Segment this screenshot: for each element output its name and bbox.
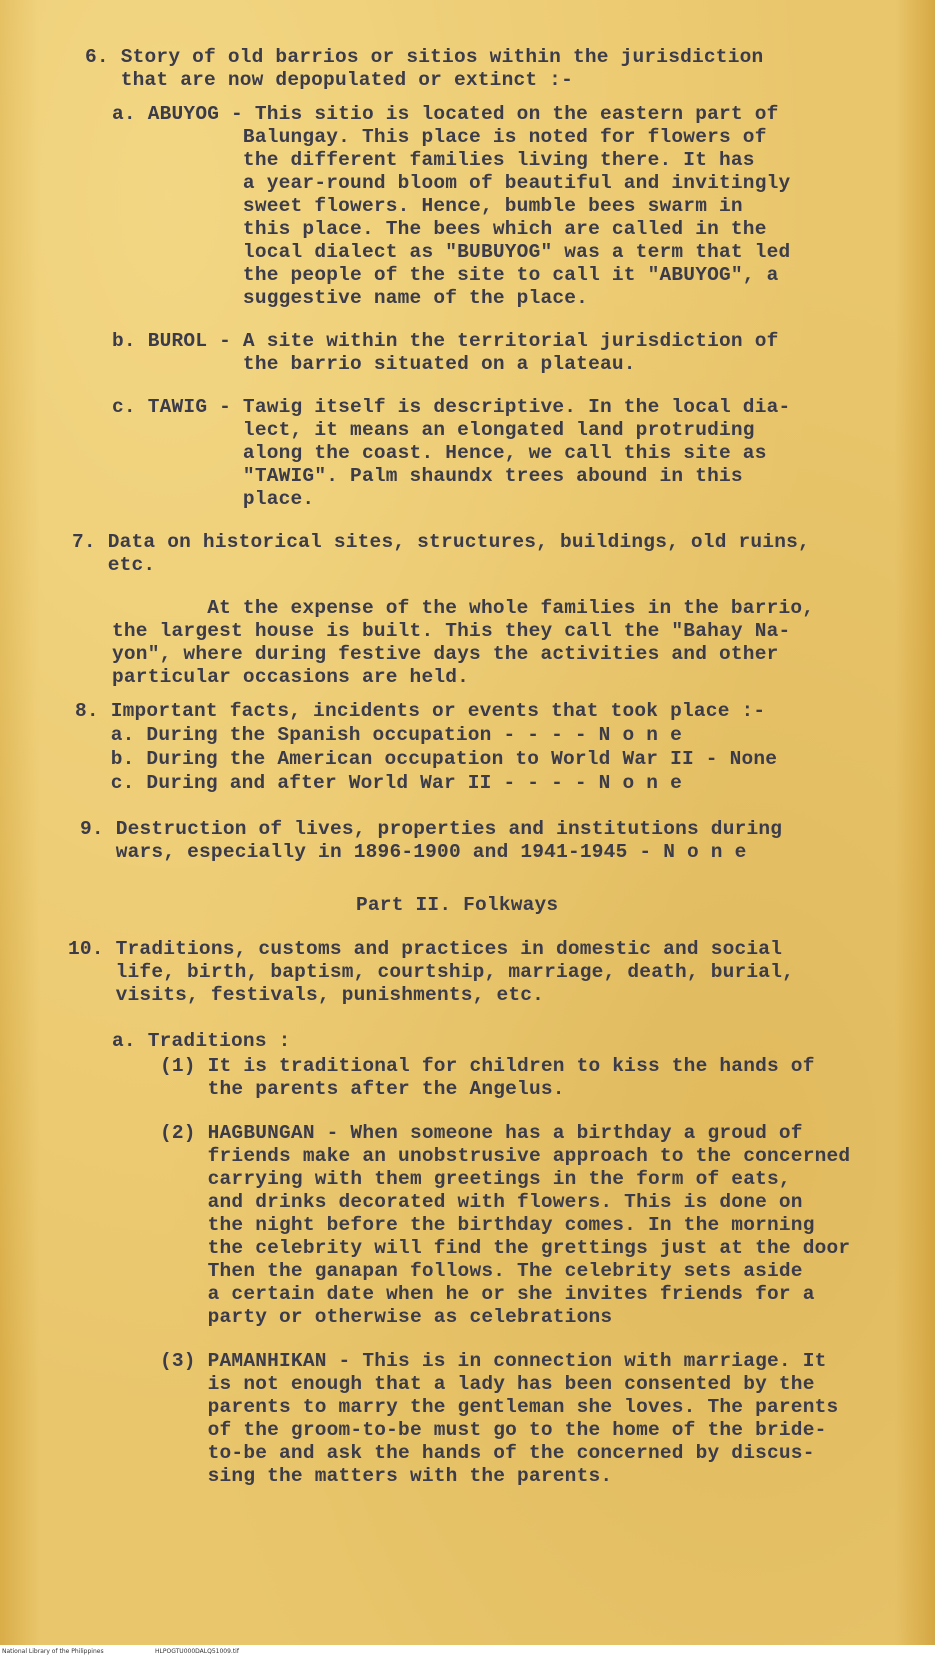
- tradition-3-line-3: parents to marry the gentleman she loves. The parents: [160, 1396, 839, 1418]
- tradition-3-line-5: to-be and ask the hands of the concerned by discus-: [160, 1442, 815, 1464]
- tradition-2-line-6: the celebrity will find the grettings just at the door: [160, 1237, 851, 1259]
- item-8b: b. During the American occupation to World War II - None: [75, 748, 778, 770]
- footer-file-id: HLPOGTU000DALQ51009.tif: [155, 1648, 239, 1655]
- item-6c-line-4: "TAWIG". Palm shaundx trees abound in this: [112, 465, 743, 487]
- item-6b-line-1: b. BUROL - A site within the territorial jurisdiction of: [112, 330, 779, 352]
- tradition-3-line-6: sing the matters with the parents.: [160, 1465, 613, 1487]
- item-6c-line-2: lect, it means an elongated land protruding: [112, 419, 755, 441]
- item-6c-line-5: place.: [112, 488, 315, 510]
- item-6a-line-8: the people of the site to call it "ABUYOG", a: [112, 264, 779, 286]
- item-7-heading-line-2: etc.: [72, 554, 156, 576]
- item-7-heading-line-1: 7. Data on historical sites, structures, buildings, old ruins,: [72, 531, 810, 553]
- tradition-2-line-5: the night before the birthday comes. In the morning: [160, 1214, 815, 1236]
- scan-footer: [0, 1645, 935, 1658]
- item-7-paragraph-line-3: yon", where during festive days the activities and other: [112, 643, 779, 665]
- item-7-paragraph-line-2: the largest house is built. This they call the "Bahay Na-: [112, 620, 791, 642]
- tradition-1-line-1: (1) It is traditional for children to kiss the hands of: [160, 1055, 815, 1077]
- item-8a: a. During the Spanish occupation - - - - N o n e: [75, 724, 682, 746]
- tradition-3-line-2: is not enough that a lady has been consented by the: [160, 1373, 815, 1395]
- item-7-paragraph-line-4: particular occasions are held.: [112, 666, 470, 688]
- item-8c: c. During and after World War II - - - - N o n e: [75, 772, 682, 794]
- tradition-2-line-3: carrying with them greetings in the form of eats,: [160, 1168, 791, 1190]
- tradition-2-line-1: (2) HAGBUNGAN - When someone has a birthday a groud of: [160, 1122, 803, 1144]
- item-6a-line-4: a year-round bloom of beautiful and invitingly: [112, 172, 791, 194]
- tradition-3-line-1: (3) PAMANHIKAN - This is in connection with marriage. It: [160, 1350, 827, 1372]
- item-6-heading-line-1: 6. Story of old barrios or sitios within the jurisdiction: [85, 46, 764, 68]
- item-6a-line-1: a. ABUYOG - This sitio is located on the eastern part of: [112, 103, 779, 125]
- item-6a-line-9: suggestive name of the place.: [112, 287, 589, 309]
- item-10-line-1: 10. Traditions, customs and practices in domestic and social: [68, 938, 783, 960]
- item-10a-heading: a. Traditions :: [112, 1030, 291, 1052]
- item-8-heading: 8. Important facts, incidents or events that took place :-: [75, 700, 766, 722]
- item-6a-line-3: the different families living there. It has: [112, 149, 755, 171]
- item-6a-line-5: sweet flowers. Hence, bumble bees swarm in: [112, 195, 743, 217]
- footer-library-name: National Library of the Philippines: [2, 1648, 104, 1655]
- tradition-2-line-8: a certain date when he or she invites friends for a: [160, 1283, 815, 1305]
- tradition-2-line-2: friends make an unobstrusive approach to the concerned: [160, 1145, 851, 1167]
- tradition-2-line-9: party or otherwise as celebrations: [160, 1306, 613, 1328]
- tradition-2-line-4: and drinks decorated with flowers. This is done on: [160, 1191, 803, 1213]
- item-6a-line-7: local dialect as "BUBUYOG" was a term that led: [112, 241, 791, 263]
- item-7-paragraph-line-1: At the expense of the whole families in the barrio,: [112, 597, 815, 619]
- item-9-line-1: 9. Destruction of lives, properties and institutions during: [80, 818, 783, 840]
- tradition-3-line-4: of the groom-to-be must go to the home of the bride-: [160, 1419, 827, 1441]
- item-6c-line-3: along the coast. Hence, we call this site as: [112, 442, 767, 464]
- item-6c-line-1: c. TAWIG - Tawig itself is descriptive. In the local dia-: [112, 396, 791, 418]
- item-6a-line-2: Balungay. This place is noted for flowers of: [112, 126, 767, 148]
- item-10-line-2: life, birth, baptism, courtship, marriage, death, burial,: [68, 961, 795, 983]
- item-6b-line-2: the barrio situated on a plateau.: [112, 353, 636, 375]
- item-10-line-3: visits, festivals, punishments, etc.: [68, 984, 545, 1006]
- tradition-1-line-2: the parents after the Angelus.: [160, 1078, 565, 1100]
- part-2-heading: Part II. Folkways: [356, 894, 559, 916]
- item-9-line-2: wars, especially in 1896-1900 and 1941-1945 - N o n e: [80, 841, 747, 863]
- item-6-heading-line-2: that are now depopulated or extinct :-: [85, 69, 573, 91]
- tradition-2-line-7: Then the ganapan follows. The celebrity sets aside: [160, 1260, 803, 1282]
- item-6a-line-6: this place. The bees which are called in the: [112, 218, 767, 240]
